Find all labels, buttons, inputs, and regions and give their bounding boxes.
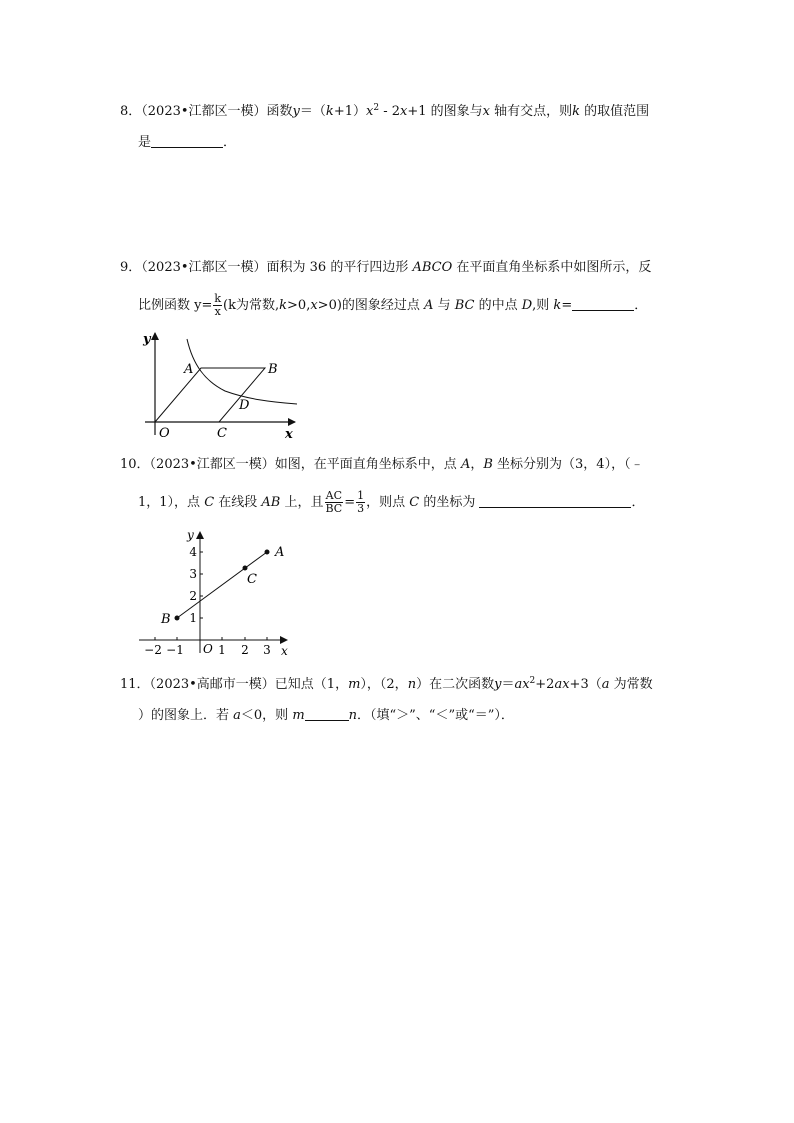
q8-text: ．: [223, 135, 237, 150]
q8-source: （2023•江都区一模）函数: [141, 104, 293, 119]
q9-parallelogram: [155, 368, 265, 422]
q9-text: 在平面直角坐标系中如图所示，反: [452, 260, 652, 275]
q9-label-c: C: [217, 426, 227, 441]
q10-frac-den: BC: [325, 502, 343, 515]
q8-text: 是: [138, 135, 152, 150]
q10-text: ，: [470, 457, 484, 472]
q9-frac-num: k: [214, 292, 222, 305]
q10-var: A: [460, 457, 471, 472]
q10-ytick: 1: [189, 611, 197, 625]
q11-text: +2: [535, 677, 555, 692]
q10-point-b: [175, 616, 180, 621]
q11-number: 11．: [120, 677, 150, 692]
q11-text: +3（: [569, 677, 602, 692]
q9-text: ,则: [532, 298, 554, 313]
q9-text: >0,: [287, 298, 311, 313]
q11-answer-blank[interactable]: [305, 706, 349, 721]
q9-label-b: B: [268, 362, 278, 377]
q9-var: BC: [454, 298, 475, 313]
q10-var: AB: [261, 495, 281, 510]
q10-frac-den: 3: [357, 502, 365, 515]
q10-var: C: [409, 495, 420, 510]
q11-var: a: [233, 708, 241, 723]
q10-text: 坐标分别为（3，4），（﹣: [492, 457, 644, 472]
q10-frac-num: 1: [357, 489, 365, 502]
q10-xtick: 1: [218, 643, 226, 657]
q11-var: m: [348, 677, 361, 692]
q8-number: 8．: [120, 104, 142, 119]
q10-fraction-value: [356, 490, 365, 515]
q10-text: 1，1），点: [138, 495, 205, 510]
q9-label-o: O: [159, 426, 170, 441]
q9-text: =: [561, 298, 573, 313]
q8-text: 的取值范围: [580, 104, 650, 119]
q10-text: 在线段: [214, 495, 262, 510]
q9-number: 9．: [120, 260, 142, 275]
q11-line2: [138, 706, 514, 726]
q10-fraction-ratio: [325, 490, 344, 515]
q9-text: (k为常数,: [223, 298, 280, 313]
q8-var: k: [572, 104, 581, 119]
q9-text: 比例函数 y=: [138, 298, 213, 313]
q11-var: n: [348, 708, 358, 723]
q10-label-x: x: [281, 644, 288, 658]
q10-label-a: A: [275, 545, 285, 560]
q10-number: 10．: [120, 457, 150, 472]
q10-text: =: [344, 495, 356, 510]
q8-line2: [138, 133, 236, 153]
q11-var: ax: [554, 677, 570, 692]
q10-text: 的坐标为: [419, 495, 480, 510]
q10-label-c: C: [247, 572, 257, 587]
q8-text: 轴有交点，则: [489, 104, 573, 119]
q10-label-y: y: [187, 528, 194, 542]
q9-var: k: [553, 298, 562, 313]
q9-frac-den: x: [214, 305, 221, 318]
q9-label-a: A: [184, 362, 194, 377]
q9-figure: [135, 325, 310, 443]
q8-text: +1 的图象与: [407, 104, 483, 119]
q8-exponent: 2: [373, 103, 380, 113]
q10-ytick: 4: [189, 545, 197, 559]
q11-var: m: [292, 708, 305, 723]
q8-var: x: [365, 104, 374, 119]
q8-text: +1）: [333, 104, 366, 119]
q8-var: y: [292, 104, 300, 119]
q11-var: a: [601, 677, 610, 692]
q9-label-y: y: [143, 332, 151, 347]
q8-var: x: [400, 104, 408, 119]
q10-label-o: O: [203, 642, 213, 656]
q10-label-b: B: [161, 612, 171, 627]
q9-label-d: D: [239, 398, 250, 413]
q10-xtick: 3: [263, 643, 271, 657]
q9-text: 的中点: [474, 298, 522, 313]
q9-text: 与: [433, 298, 455, 313]
q9-answer-blank[interactable]: [572, 296, 634, 311]
q11-var: ax: [514, 677, 530, 692]
q9-source: （2023•江都区一模）面积为 36 的平行四边形: [141, 260, 413, 275]
q11-var: n: [407, 677, 417, 692]
q10-point-a: [265, 550, 270, 555]
q11-text: ＝: [501, 677, 515, 692]
q10-text: ，则点: [366, 495, 410, 510]
q11-source: （2023•高邮市一模）已知点（1，: [149, 677, 349, 692]
q9-line2: [138, 293, 647, 318]
q10-point-c: [243, 566, 248, 571]
q10-y-tick-labels: [189, 545, 197, 625]
q9-label-x: x: [285, 427, 293, 442]
q10-text: 上，且: [280, 495, 324, 510]
q10-frac-num: AC: [325, 489, 343, 502]
q10-xtick: 2: [241, 643, 249, 657]
q10-var: B: [483, 457, 493, 472]
q8-var: x: [482, 104, 490, 119]
q10-var: C: [204, 495, 215, 510]
q10-text: ．: [631, 495, 645, 510]
q9-text: ．: [634, 298, 648, 313]
q9-line1: [120, 258, 651, 278]
q10-line1: [120, 455, 644, 475]
q10-source: （2023•江都区一模）如图，在平面直角坐标系中，点: [149, 457, 461, 472]
q10-line2: [138, 490, 645, 515]
q10-xtick: −1: [166, 643, 184, 657]
q11-text: ）的图象上．若: [138, 708, 234, 723]
q10-answer-blank[interactable]: [479, 493, 631, 508]
q10-figure: [135, 525, 295, 660]
q10-ytick: 3: [189, 567, 197, 581]
q9-text: >0)的图象经过点: [317, 298, 425, 313]
q11-line1: [120, 675, 653, 695]
q10-ticks: [155, 552, 267, 640]
q11-text: 为常数: [609, 677, 653, 692]
q9-var: A: [424, 298, 434, 313]
q11-exponent: 2: [529, 676, 536, 686]
q10-xtick: −2: [144, 643, 162, 657]
q8-answer-blank[interactable]: [151, 133, 223, 148]
q8-line1: [120, 102, 649, 122]
q9-fraction: [213, 293, 222, 318]
q8-text: - 2: [379, 104, 400, 119]
q8-text: ＝（: [299, 104, 326, 119]
q9-var: x: [310, 298, 318, 313]
q10-ytick: 2: [189, 589, 197, 603]
q9-var: ABCO: [412, 260, 453, 275]
q11-text: ），（2，: [360, 677, 408, 692]
q8-var: k: [325, 104, 334, 119]
q9-var: D: [521, 298, 533, 313]
q9-var: k: [279, 298, 288, 313]
q11-text: ．（填“＞”、“＜”或“＝”）．: [357, 708, 514, 723]
q11-text: ）在二次函数: [416, 677, 495, 692]
q11-text: ＜0，则: [240, 708, 293, 723]
q11-var: y: [494, 677, 502, 692]
